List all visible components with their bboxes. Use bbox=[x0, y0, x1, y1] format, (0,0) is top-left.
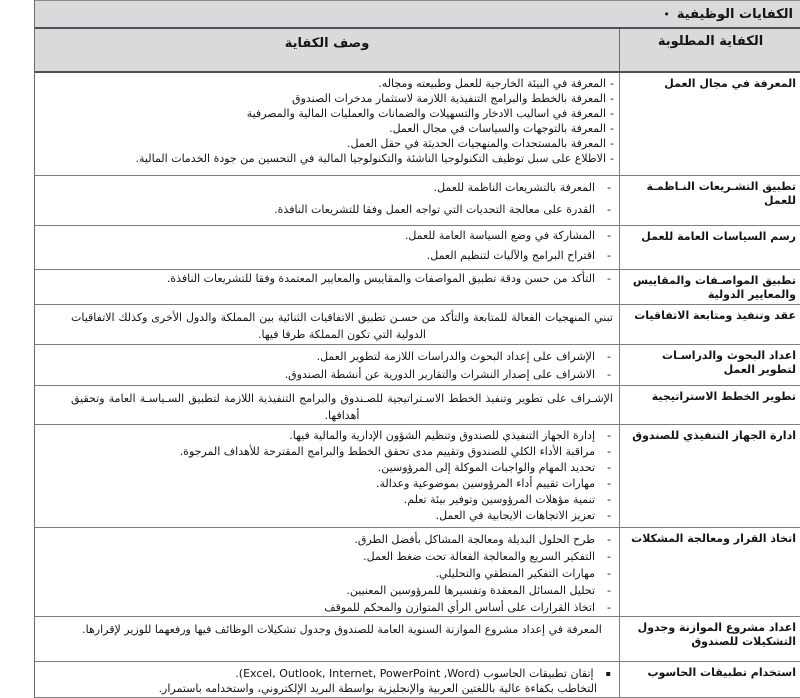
dash-bullet-icon: - bbox=[607, 493, 611, 506]
list-item bbox=[39, 444, 611, 460]
list-item-text: المعرفة بالخطط والبرامج التنفيذية اللازمة لاستثمار مدخرات الصندوق bbox=[292, 92, 607, 105]
dash-bullet-icon: - bbox=[607, 601, 611, 614]
dash-bullet-icon: - bbox=[610, 152, 614, 165]
list-item-text: تنمية مؤهلات المرؤوسين وتوفير بيئة تعلم. bbox=[403, 493, 596, 506]
table-row bbox=[35, 270, 800, 305]
competency-description bbox=[35, 528, 619, 616]
dash-bullet-icon: - bbox=[607, 229, 611, 242]
dash-bullet-icon: - bbox=[607, 567, 611, 580]
list-item-text: إدارة الجهاز التنفيذي للصندوق وتنظيم الشؤون الإدارية والمالية فيها. bbox=[289, 429, 596, 442]
list-item bbox=[39, 229, 611, 243]
list-item bbox=[39, 548, 611, 565]
dash-bullet-icon: - bbox=[610, 77, 614, 90]
list-item bbox=[39, 121, 614, 136]
dash-bullet-icon: - bbox=[607, 368, 611, 381]
list-item bbox=[39, 76, 614, 91]
competency-label: اتخاذ القرار ومعالجة المشكلات bbox=[619, 528, 800, 616]
list-item bbox=[39, 565, 611, 582]
competency-label: اعداد مشروع الموازنة وجدول التشكيلات للصندوق bbox=[619, 617, 800, 661]
dash-bullet-icon: - bbox=[607, 533, 611, 546]
document-sheet bbox=[34, 0, 800, 698]
table-row bbox=[35, 73, 800, 176]
table-row bbox=[35, 176, 800, 226]
table-row bbox=[35, 528, 800, 617]
list-item bbox=[39, 476, 611, 492]
competency-description bbox=[35, 425, 619, 527]
competency-description bbox=[35, 176, 619, 225]
dash-bullet-icon: - bbox=[607, 445, 611, 458]
list-item bbox=[39, 136, 614, 151]
competency-label: اعداد البحوث والدراسـات لتطوير العمل bbox=[619, 345, 800, 385]
list-item-text: الاشراف على إصدار النشرات والتقارير الدورية عن أنشطة الصندوق. bbox=[284, 368, 596, 381]
list-item bbox=[39, 531, 611, 548]
list-item bbox=[39, 460, 611, 476]
table-row bbox=[35, 345, 800, 386]
table-row bbox=[35, 305, 800, 345]
list-item bbox=[39, 428, 611, 444]
list-item-text: القدرة على معالجة التحديات التي تواجه العمل وفقا للتشريعات النافذة. bbox=[274, 203, 596, 216]
competency-label: عقد وتنفيذ ومتابعة الاتفاقيات bbox=[619, 305, 800, 344]
list-item-text: المعرفة بالتشريعات الناظمة للعمل. bbox=[433, 181, 596, 194]
list-item-text: الإشراف على إعداد البحوث والدراسات اللازمة لتطوير العمل. bbox=[316, 350, 596, 363]
competency-description bbox=[35, 73, 619, 175]
list-item-text: المعرفة بالتوجهات والسياسات في مجال العمل. bbox=[389, 122, 607, 135]
dash-bullet-icon: - bbox=[607, 429, 611, 442]
list-item bbox=[39, 367, 611, 382]
dash-bullet-icon: - bbox=[610, 137, 614, 150]
description-paragraph: الإشـراف على تطوير وتنفيذ الخطط الاسـتراتيجية للصـندوق والبرامج التنفيذية اللازمة لتطبيق السـياسـة العامة وتحقيق أهدافها. bbox=[71, 392, 613, 422]
list-item bbox=[39, 582, 611, 599]
dash-bullet-icon: - bbox=[607, 509, 611, 522]
list-item-text: تحليل المسائل المعقدة وتفسيرها للمرؤوسين المعنيين. bbox=[346, 584, 596, 597]
list-item-text: مراقبة الأداء الكلي للصندوق وتقييم مدى تحقق الخطط والبرامج المقترحة للأهداف المرجوة. bbox=[179, 445, 596, 458]
list-item bbox=[39, 181, 611, 195]
list-item bbox=[39, 106, 614, 121]
competency-label: المعرفة في مجال العمل bbox=[619, 73, 800, 175]
list-item bbox=[39, 151, 614, 166]
competency-description bbox=[35, 662, 619, 697]
list-item-text: التأكد من حسن ودقة تطبيق المواصفات والمقاييس والمعايير المعتمدة وفقا للتشريعات النافذة. bbox=[166, 272, 596, 285]
list-item-text: التفكير السريع والمعالجة الفعالة تحت ضغط العمل. bbox=[363, 550, 596, 563]
description-paragraph: المعرفة في إعداد مشروع الموازنة السنوية العامة للصندوق وجدول تشكيلات الوظائف فيها ورفعهما للوزير لإقرارها. bbox=[82, 623, 602, 636]
dash-bullet-icon: - bbox=[607, 550, 611, 563]
competency-label: استخدام تطبيقات الحاسوب bbox=[619, 662, 800, 697]
dash-bullet-icon: - bbox=[607, 350, 611, 363]
competency-label: ادارة الجهاز التنفيذي للصندوق bbox=[619, 425, 800, 527]
dash-bullet-icon: - bbox=[607, 181, 611, 194]
list-item bbox=[39, 91, 614, 106]
list-item-text: مهارات تقييم أداء المرؤوسين بموضوعية وعدالة. bbox=[375, 477, 596, 490]
dash-bullet-icon: - bbox=[607, 461, 611, 474]
bullet-icon: • bbox=[663, 7, 670, 21]
competency-description bbox=[35, 270, 619, 304]
table-row bbox=[35, 662, 800, 698]
list-item bbox=[39, 508, 611, 524]
dash-bullet-icon: - bbox=[610, 92, 614, 105]
competency-label: رسم السياسات العامة للعمل bbox=[619, 226, 800, 269]
competency-description bbox=[35, 305, 619, 344]
competency-description bbox=[35, 386, 619, 424]
header-description-col: وصف الكفاية bbox=[284, 36, 370, 51]
list-item bbox=[39, 492, 611, 508]
list-item-text: إتقان تطبيقات الحاسوب (Excel, Outlook, Internet, PowerPoint ,Word). bbox=[235, 667, 594, 680]
list-item-text: المشاركة في وضع السياسة العامة للعمل. bbox=[404, 229, 596, 242]
list-item-text: المعرفة في اساليب الادخار والتسهيلات والضمانات والعمليات المالية والمصرفية bbox=[246, 107, 607, 120]
list-item bbox=[39, 203, 611, 217]
dash-bullet-icon: - bbox=[610, 122, 614, 135]
list-item-text: اتخاذ القرارات على أساس الرأي المتوازن والمحكم للموقف bbox=[324, 601, 596, 614]
list-item-text: تعزيز الاتجاهات الايجابية في العمل. bbox=[435, 509, 596, 522]
competency-label: تطوير الخطط الاستراتيجية bbox=[619, 386, 800, 424]
table-row bbox=[35, 617, 800, 662]
square-bullet-icon: ▪ bbox=[605, 669, 611, 678]
section-title-bar bbox=[35, 0, 800, 29]
table-header bbox=[35, 29, 800, 73]
table-row bbox=[35, 386, 800, 425]
description-paragraph: تبني المنهجيات الفعالة للمتابعة والتأكد من حسـن تطبيق الاتفاقيات الثنائية بين المملكة والدول الأخرى وكذلك الاتفاقيات الدولية التي تكون المملكة طرفا فيها. bbox=[71, 311, 613, 341]
dash-bullet-icon: - bbox=[607, 584, 611, 597]
competency-description bbox=[35, 617, 619, 661]
list-item-text: مهارات التفكير المنطقي والتحليلي. bbox=[435, 567, 596, 580]
competency-description bbox=[35, 226, 619, 269]
page-title: الكفايات الوظيفية bbox=[676, 6, 793, 22]
dash-bullet-icon: - bbox=[607, 203, 611, 216]
dash-bullet-icon: - bbox=[607, 249, 611, 262]
list-item bbox=[65, 272, 611, 286]
list-item bbox=[39, 599, 611, 616]
dash-bullet-icon: - bbox=[607, 477, 611, 490]
dash-bullet-icon: - bbox=[610, 107, 614, 120]
header-competency-col: الكفاية المطلوبة bbox=[619, 29, 800, 71]
table-row bbox=[35, 425, 800, 528]
list-item bbox=[39, 249, 611, 263]
list-item bbox=[39, 349, 611, 364]
table-row bbox=[35, 226, 800, 270]
list-item-text: اقتراح البرامج والآليات لتنظيم العمل. bbox=[426, 249, 596, 262]
list-item-text: المعرفة في البيئة الخارجية للعمل وطبيعته ومجاله. bbox=[378, 77, 607, 90]
list-item-continuation: التخاطب بكفاءة عالية باللغتين العربية والإنجليزية بواسطة البريد الإلكتروني، واستخدامه باستمرار. bbox=[158, 682, 597, 695]
competency-label: تطبيق المواصـفات والمقاييس والمعايير الدولية bbox=[619, 270, 800, 304]
list-item-text: طرح الحلول البديلة ومعالجة المشاكل بأفضل الطرق. bbox=[354, 533, 596, 546]
dash-bullet-icon: - bbox=[607, 272, 611, 285]
list-item bbox=[39, 666, 611, 681]
list-item-text: المعرفة بالمستجدات والمنهجيات الحديثة في حقل العمل. bbox=[347, 137, 607, 150]
list-item-text: الاطلاع على سبل توظيف التكنولوجيا الناشئة والتكنولوجيا المالية في التحسين من جودة الخدمات المالية. bbox=[135, 152, 607, 165]
competency-description bbox=[35, 345, 619, 385]
competency-label: تطبيق التشـريعات النـاظمـة للعمل bbox=[619, 176, 800, 225]
list-item-text: تحديد المهام والواجبات الموكلة إلى المرؤوسين. bbox=[377, 461, 596, 474]
